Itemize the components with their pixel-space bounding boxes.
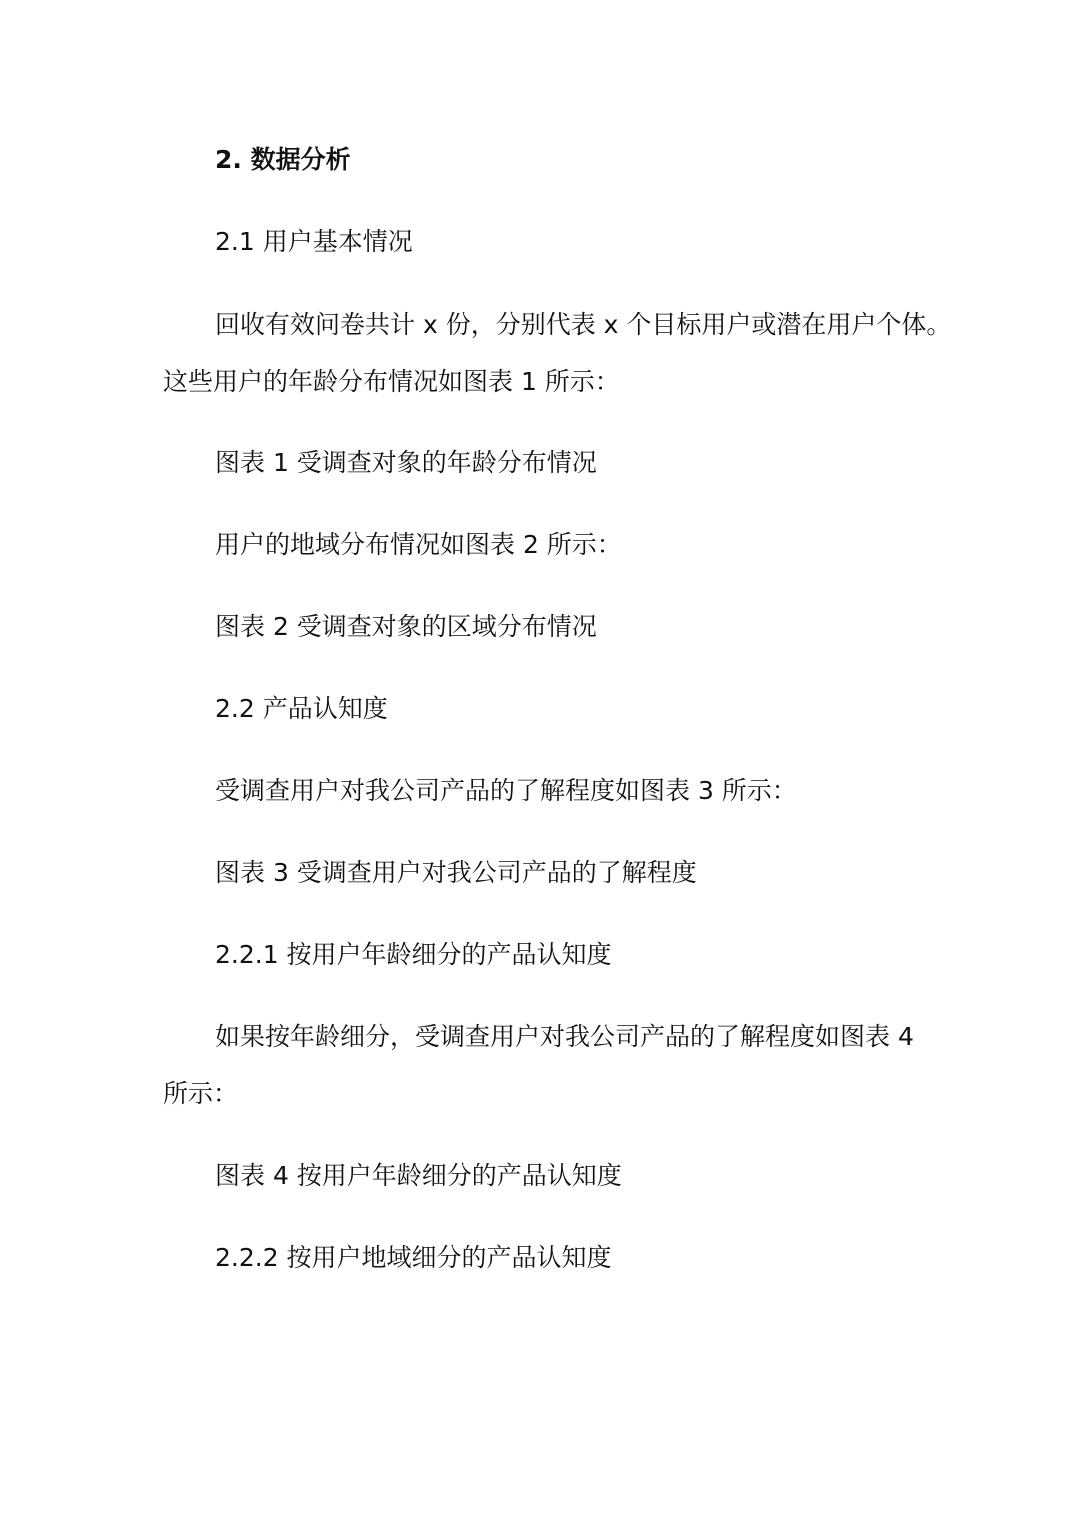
- figure-caption: 图表 2 受调查对象的区域分布情况: [215, 612, 597, 641]
- paragraph-line: 如果按年龄细分，受调查用户对我公司产品的了解程度如图表 4: [215, 1022, 914, 1051]
- figure-caption: 图表 4 按用户年龄细分的产品认知度: [215, 1161, 622, 1190]
- paragraph-line: 用户的地域分布情况如图表 2 所示：: [215, 530, 622, 559]
- subsection-title: 2.2 产品认知度: [215, 694, 388, 723]
- subsection-title: 2.2.2 按用户地域细分的产品认知度: [215, 1243, 612, 1272]
- figure-caption: 图表 1 受调查对象的年龄分布情况: [215, 448, 597, 477]
- paragraph-line: 这些用户的年龄分布情况如图表 1 所示：: [163, 367, 620, 396]
- subsection-title: 2.1 用户基本情况: [215, 227, 413, 256]
- subsection-title: 2.2.1 按用户年龄细分的产品认知度: [215, 940, 612, 969]
- paragraph-line: 回收有效问卷共计 x 份，分别代表 x 个目标用户或潜在用户个体。: [215, 310, 952, 339]
- figure-caption: 图表 3 受调查用户对我公司产品的了解程度: [215, 858, 697, 887]
- section-heading: 2. 数据分析: [215, 145, 351, 174]
- paragraph-line: 所示：: [163, 1079, 239, 1108]
- paragraph-line: 受调查用户对我公司产品的了解程度如图表 3 所示：: [215, 776, 797, 805]
